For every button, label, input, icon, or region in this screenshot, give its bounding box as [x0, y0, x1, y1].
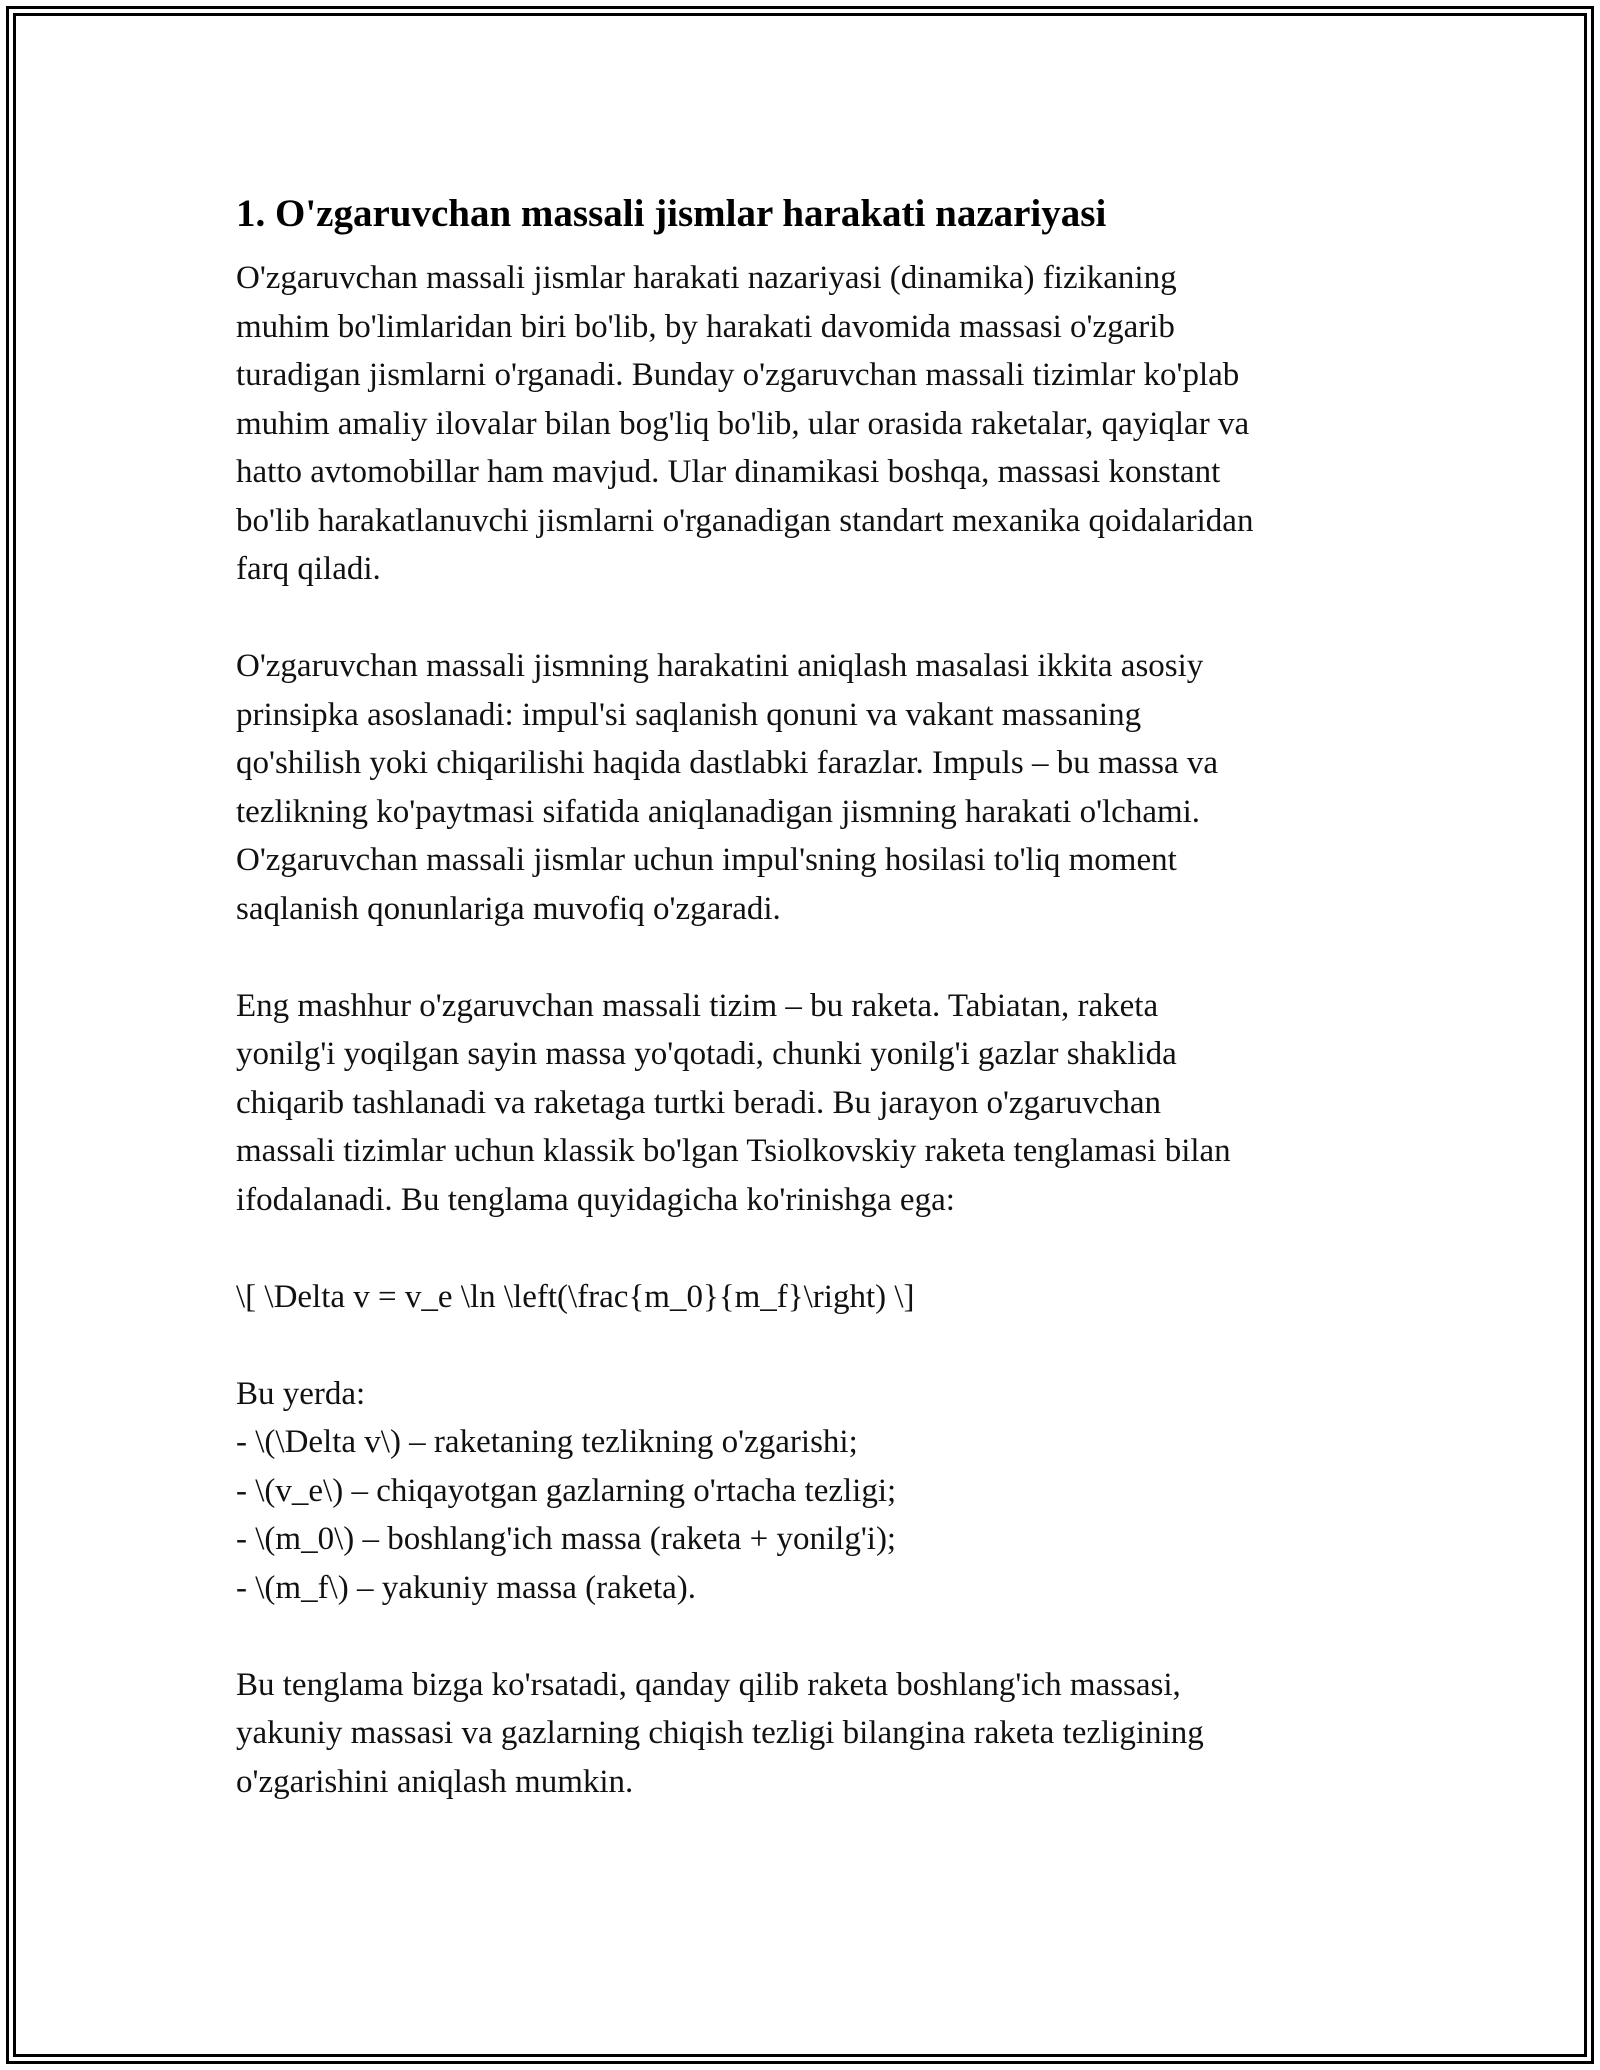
body-text: O'zgaruvchan massali jismlar harakati nazariyasi (dinamika) fizikaning muhim bo'limlaridan biri bo'lib, by harakati davomida massasi o'zgarib turadigan jismlarni o'rganadi. Bunday o'zgaruvchan massali tizimlar ko'plab muhim amaliy ilovalar bilan bog'liq bo'lib, ular orasida raketalar, qayiqlar va hatto avtomobillar ham mavjud. Ular dinamikasi boshqa, massasi konstant bo'lib harakatlanuvchi jismlarni o'rganadigan standart mexanika qoidalaridan farq qiladi. O'zgaruvchan massali jismning harakatini aniqlash masalasi ikkita asosiy prinsipka asoslanadi: impul'si saqlanish qonuni va vakant massaning qo'shilish yoki chiqarilishi haqida dastlabki farazlar. Impuls – bu massa va tezlikning ko'paytmasi sifatida aniqlanadigan jismning harakati o'lchami. O'zgaruvchan massali jismlar uchun impul'sning hosilasi to'liq moment saqlanish qonunlariga muvofiq o'zgaradi. Eng mashhur o'zgaruvchan massali tizim – bu raketa. Tabiatan, raketa yonilg'i yoqilgan sayin massa yo'qotadi, chunki yonilg'i gazlar shaklida chiqarib tashlanadi va raketaga turtki beradi. Bu jarayon o'zgaruvchan massali tizimlar uchun klassik bo'lgan Tsiolkovskiy raketa tenglamasi bilan ifodalanadi. Bu tenglama quyidagicha ko'rinishga ega: \[ \Delta v = v_e \ln \left(\frac{m_0}{m_f}\right) \] Bu yerda: - \(\Delta v\) – raketaning tezlikning o'zgarishi; - \(v_e\) – chiqayotgan gazlarning o'rtacha tezligi; - \(m_0\) – boshlang'ich massa (raketa + yonilg'i); - \(m_f\) – yakuniy massa (raketa). Bu tenglama bizga ko'rsatadi, qanday qilib raketa boshlang'ich massasi, yakuniy massasi va gazlarning chiqish tezligi bilangina raketa tezligining o'zgarishini aniqlash mumkin.	[236, 260, 1254, 1800]
section-heading: 1. O'zgaruvchan massali jismlar harakati nazariyasi	[236, 192, 1107, 235]
document-content	[236, 186, 1376, 1806]
